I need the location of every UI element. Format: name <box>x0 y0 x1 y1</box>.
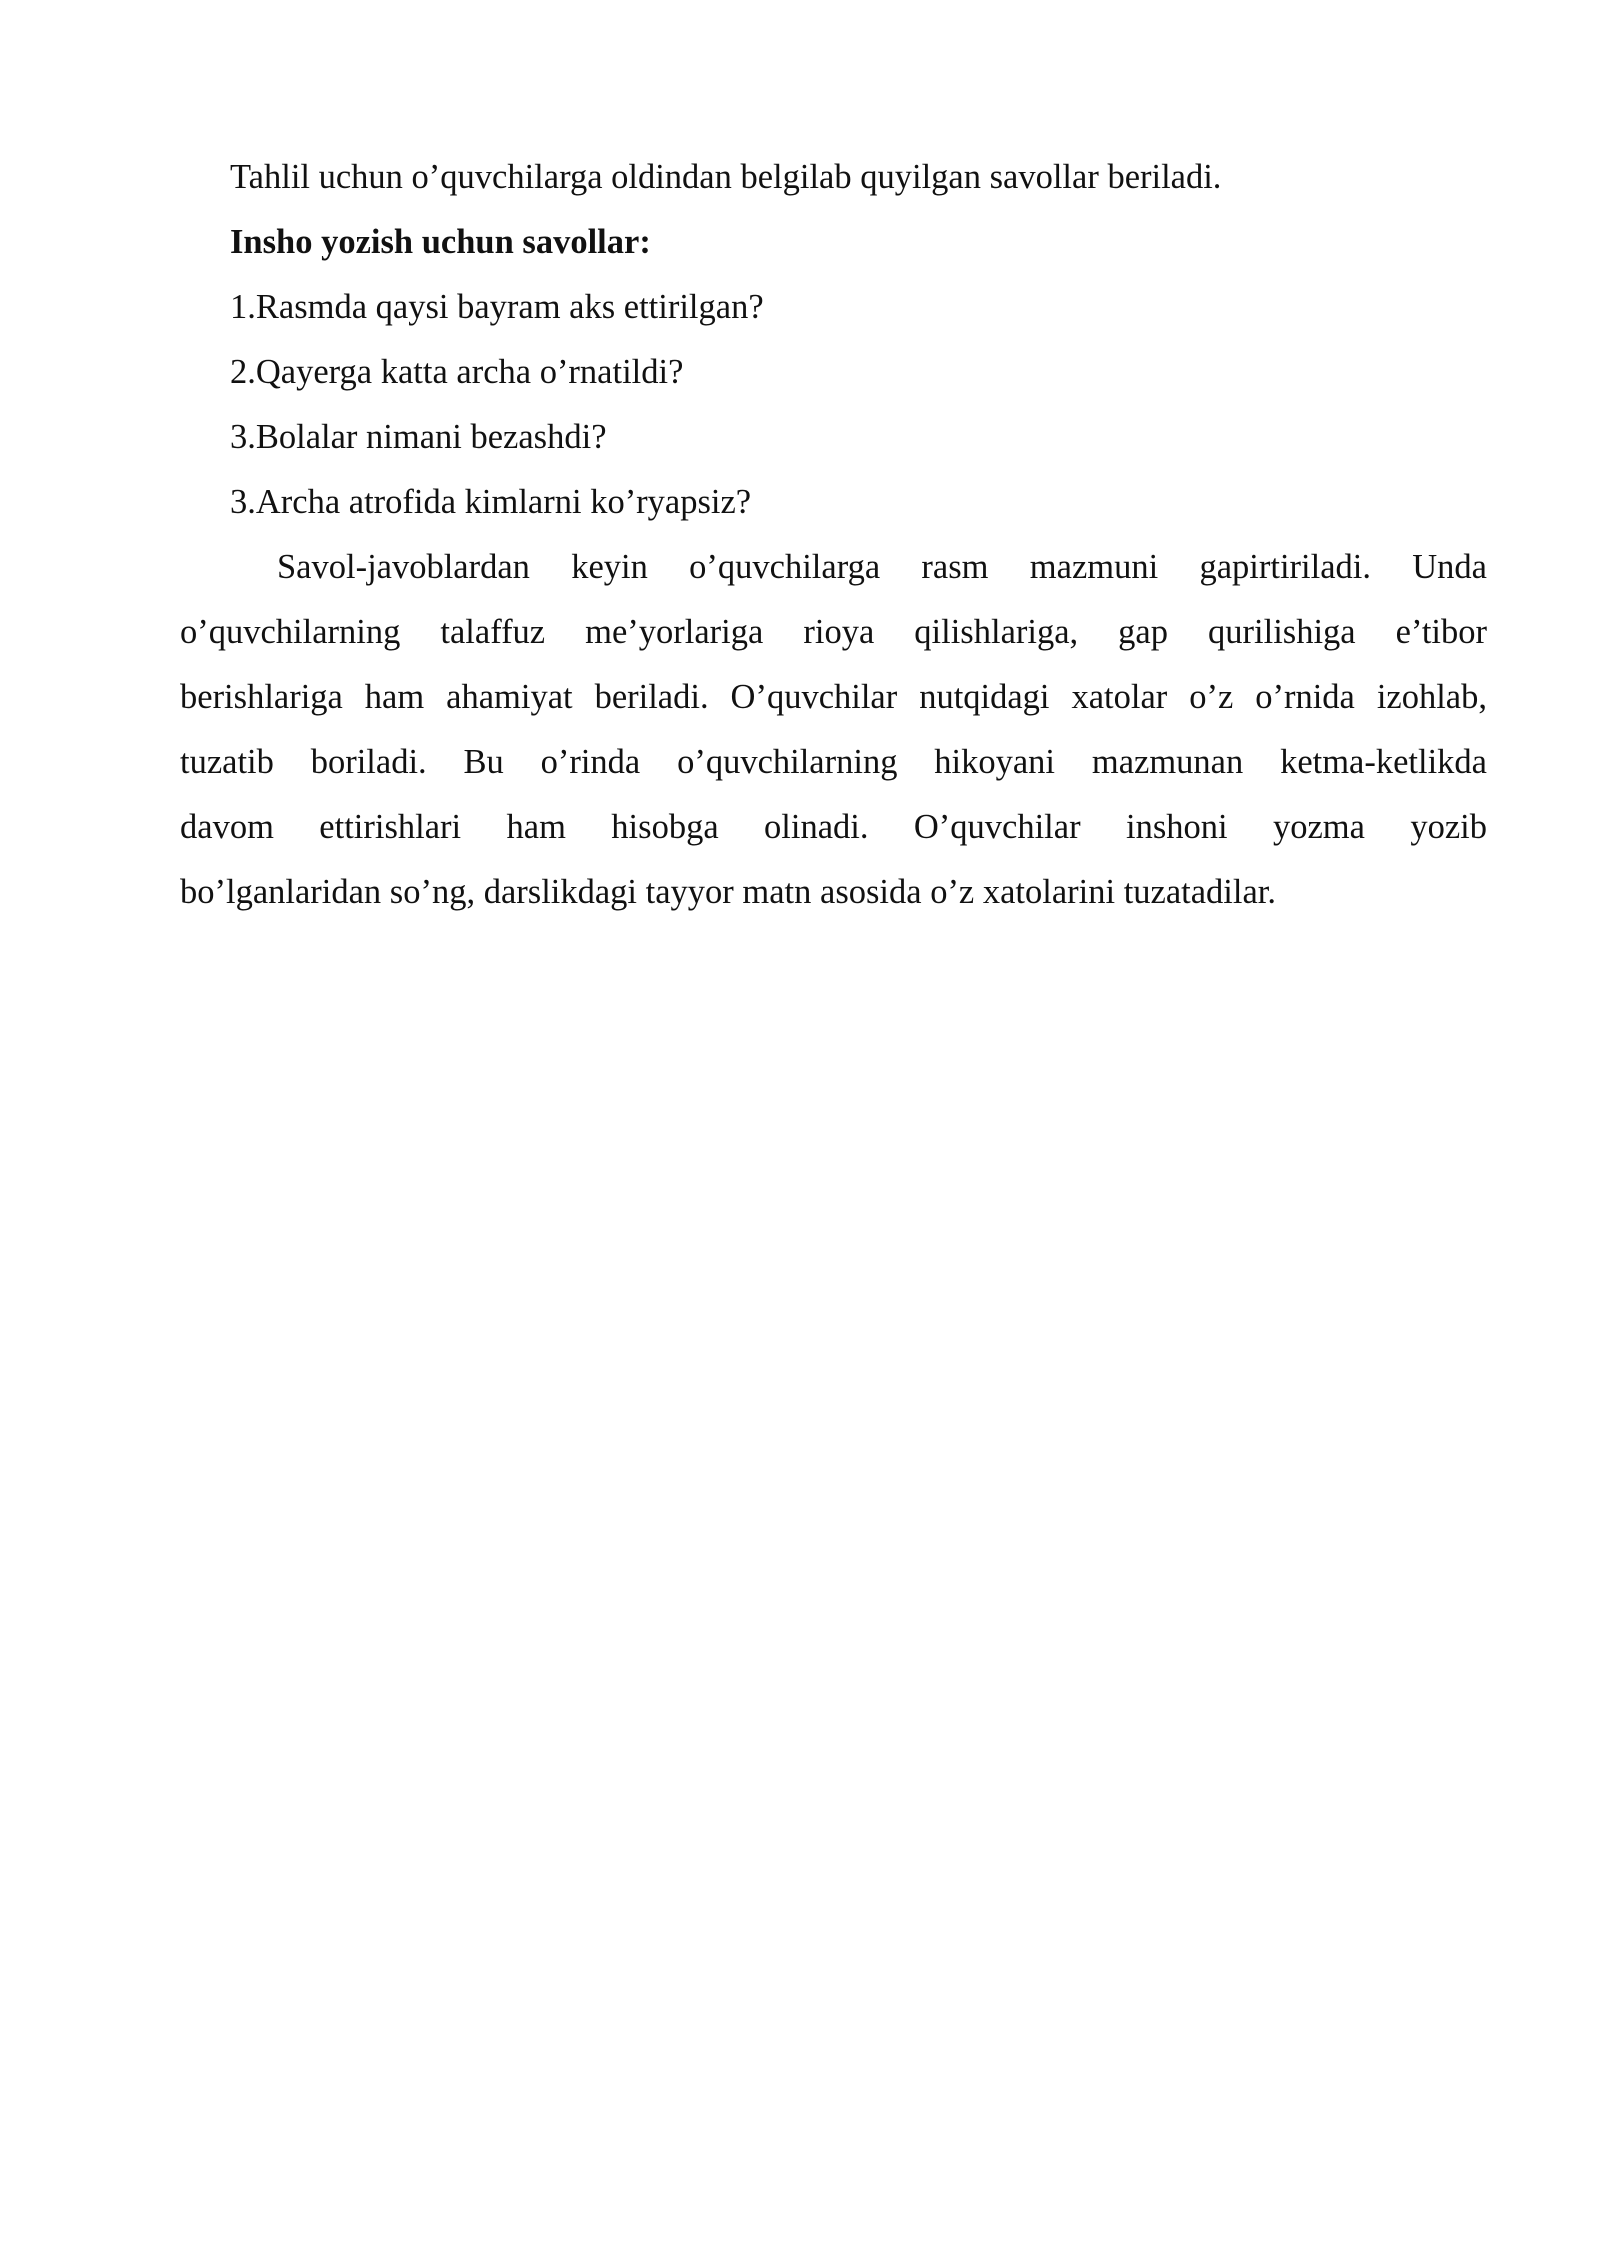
question-item: 1.Rasmda qaysi bayram aks ettirilgan? <box>230 288 764 326</box>
document-body <box>180 145 1487 925</box>
question-item: 3.Archa atrofida kimlarni ko’ryapsiz? <box>230 483 752 521</box>
paragraph-line: davom ettirishlari ham hisobga olinadi. O’quvchilar inshoni yozma yozib <box>180 808 1487 846</box>
questions-heading: Insho yozish uchun savollar: <box>230 223 651 261</box>
paragraph-line: Savol-javoblardan keyin o’quvchilarga rasm mazmuni gapirtiriladi. Unda <box>277 548 1487 586</box>
body-paragraph <box>180 535 1487 925</box>
question-item: 2.Qayerga katta archa o’rnatildi? <box>230 353 684 391</box>
paragraph-line: o’quvchilarning talaffuz me’yorlariga rioya qilishlariga, gap qurilishiga e’tibor <box>180 613 1487 651</box>
questions-list <box>180 275 1487 535</box>
paragraph-line: bo’lganlaridan so’ng, darslikdagi tayyor matn asosida o’z xatolarini tuzatadilar. <box>180 873 1276 911</box>
paragraph-line: tuzatib boriladi. Bu o’rinda o’quvchilarning hikoyani mazmunan ketma-ketlikda <box>180 743 1487 781</box>
question-item: 3.Bolalar nimani bezashdi? <box>230 418 607 456</box>
paragraph-line: berishlariga ham ahamiyat beriladi. O’quvchilar nutqidagi xatolar o’z o’rnida izohlab, <box>180 678 1487 716</box>
intro-sentence: Tahlil uchun o’quvchilarga oldindan belgilab quyilgan savollar beriladi. <box>230 158 1222 196</box>
